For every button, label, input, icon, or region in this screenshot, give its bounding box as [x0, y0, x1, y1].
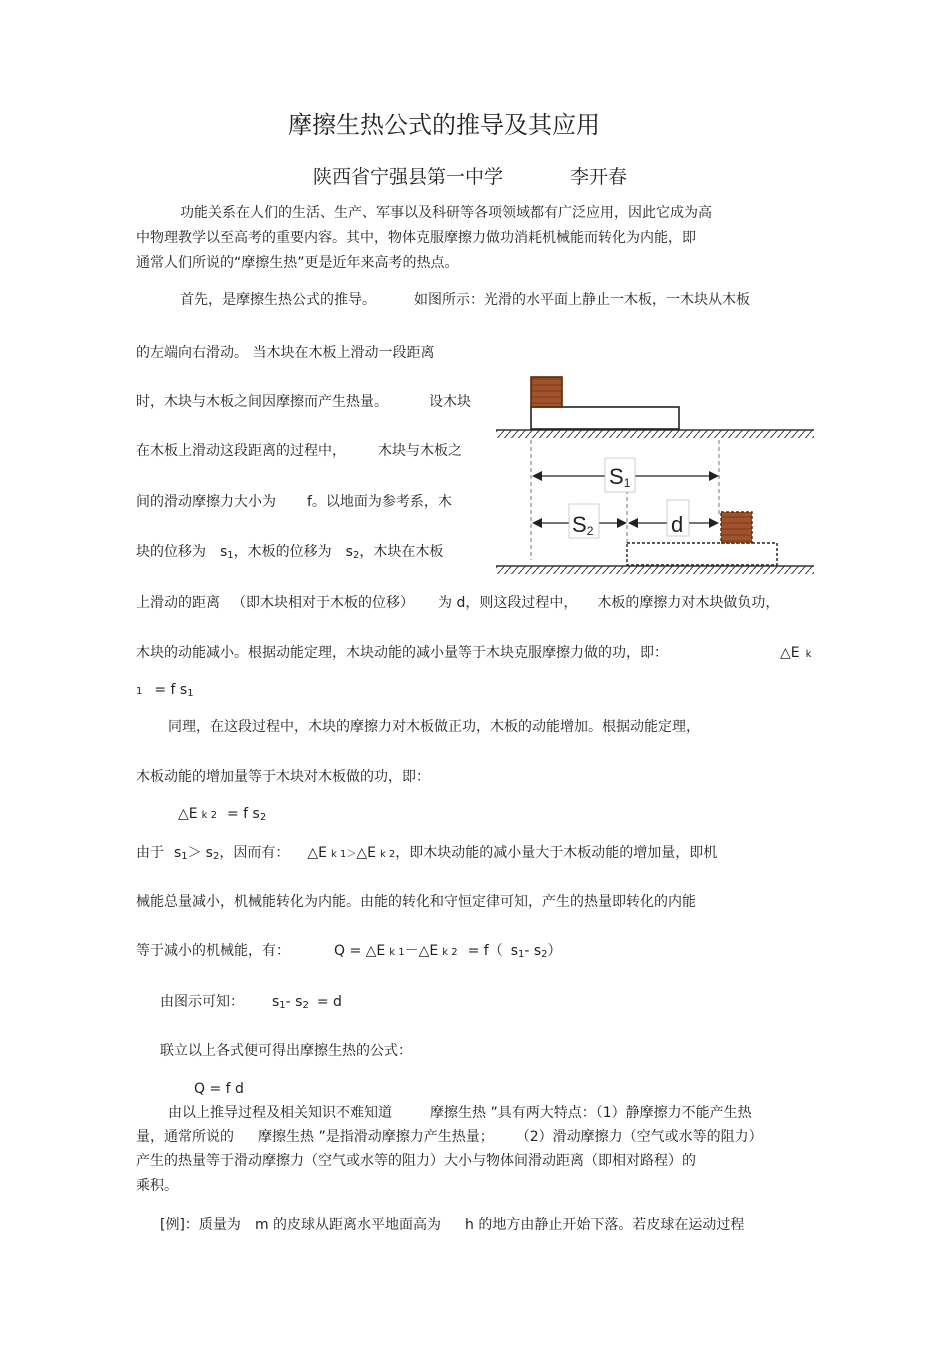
lower-ground: [496, 566, 814, 574]
left-line-5: 块的位移为 $s_1$，木板的位移为 $s_2$，木块在木板: [136, 544, 444, 561]
intro-line-3: 通常人们所说的“摩擦生热”更是近年来高考的热点。: [136, 255, 459, 271]
page-title: 摩擦生热公式的推导及其应用: [288, 111, 600, 139]
intro-line-2: 中物理教学以至高考的重要内容。其中，物体克服摩擦力做功消耗机械能而转化为内能，即: [136, 230, 696, 246]
features-line-1: 由以上推导过程及相关知识不难知道 摩擦生热 ”具有两大特点：（1）静摩擦力不能产生热: [168, 1105, 752, 1121]
combine-line: 联立以上各式便可得出摩擦生热的公式：: [160, 1043, 412, 1059]
left-line-3a: 在木板上滑动这段距离的过程中，: [136, 443, 346, 459]
left-line-4a: 间的滑动摩擦力大小为: [136, 494, 276, 510]
features-line-2: 量，通常所说的 摩擦生热 ”是指滑动摩擦力产生热量； （2）滑动摩擦力（空气或水等的阻力）: [136, 1129, 763, 1145]
first-text-b: 如图所示：光滑的水平面上静止一木板，一木块从木板: [414, 292, 750, 308]
since-line: 由于 $s_1> s_2$，因而有： △E k 1＞△E k 2，即木块动能的减小量大于木板动能的增加量，即机: [136, 845, 718, 862]
features-line-4: 乘积。: [136, 1178, 178, 1194]
decrease-ek: △E k: [780, 645, 812, 661]
equation-2: △E k 2 = f $s_2$: [178, 806, 267, 823]
left-line-4b: f。以地面为参考系，木: [307, 494, 452, 510]
intro-line-1: 功能关系在人们的生活、生产、军事以及科研等各项领域都有广泛应用，因此它成为高: [180, 205, 712, 221]
author-name: 李开春: [570, 166, 628, 188]
physics-diagram: [494, 370, 824, 580]
board-initial: [531, 407, 679, 429]
example-line: [例]：质量为 m 的皮球从距离水平地面高为 h 的地方由静止开始下落。若皮球在运动过程: [160, 1217, 745, 1233]
equation-1: 1 = f $s_1$: [136, 682, 194, 699]
slide-line: 上滑动的距离 （即木块相对于木板的位移） 为 d，则这段过程中， 木板的摩擦力对木块做负功，: [136, 595, 780, 611]
left-line-2b: 设木块: [429, 394, 471, 410]
same-line: 同理，在这段过程中，木块的摩擦力对木板做正功，木板的动能增加。根据动能定理，: [168, 719, 700, 735]
left-line-2a: 时，木块与木板之间因摩擦而产生热量。: [136, 394, 388, 410]
upper-ground: [496, 430, 814, 438]
left-line-1: 的左端向右滑动。 当木块在木板上滑动一段距离: [136, 345, 435, 361]
school-name: 陕西省宁强县第一中学: [313, 166, 504, 188]
first-text-a: 首先，是摩擦生热公式的推导。: [180, 292, 376, 308]
board-final: [627, 543, 777, 565]
left-line-3b: 木块与木板之: [378, 443, 462, 459]
features-line-3: 产生的热量等于滑动摩擦力（空气或水等的阻力）大小与物体间滑动距离（即相对路程）的: [136, 1153, 696, 1169]
final-formula: Q = f d: [194, 1081, 244, 1097]
decrease-line: 木块的动能减小。根据动能定理，木块动能的减小量等于木块克服摩擦力做的功，即：: [136, 645, 668, 661]
board-line: 木板动能的增加量等于木块对木板做的功，即：: [136, 769, 430, 785]
d-label: d: [671, 512, 684, 537]
equal-line: 等于减小的机械能，有： Q = △E k 1－△E k 2 = f（ $s_1-$ $s_2$）: [136, 943, 562, 960]
figure-shows-line: 由图示可知： $s_1-$ $s_2 = d$: [160, 994, 342, 1011]
s1-label: S1: [609, 464, 631, 490]
block-initial: [531, 377, 562, 407]
s2-label: S2: [572, 512, 594, 538]
block-final: [721, 512, 752, 543]
mechanical-line: 械能总量减小，机械能转化为内能。由能的转化和守恒定律可知，产生的热量即转化的内能: [136, 894, 696, 910]
